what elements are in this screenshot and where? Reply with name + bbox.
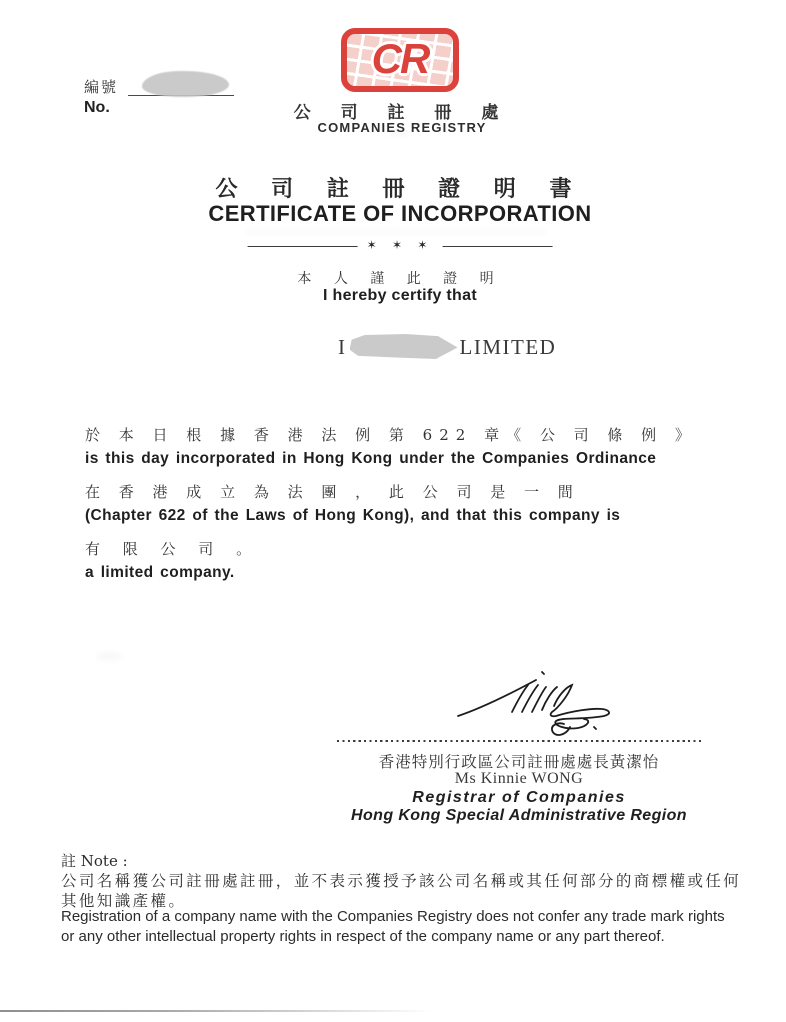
scan-artifact-bottom-line <box>0 1010 540 1012</box>
scan-smudge <box>246 231 546 234</box>
cr-logo-text: CR <box>371 35 429 82</box>
signature-dotted-line <box>337 740 703 742</box>
registry-name-en: COMPANIES REGISTRY <box>317 120 487 135</box>
divider-rule-right <box>442 246 552 247</box>
registrar-signature <box>452 664 632 738</box>
body-line3-zh: 有 限 公 司 。 <box>85 540 261 558</box>
signatory-name-en: Ms Kinnie WONG <box>454 770 584 787</box>
note-en-line2: or any other intellectual property rights in respect of the company name or any part thereof. <box>61 928 665 945</box>
scan-smudge <box>388 131 410 137</box>
note-label: 註 Note : <box>61 852 128 870</box>
certificate-title-en: CERTIFICATE OF INCORPORATION <box>208 201 592 226</box>
company-name-line <box>338 334 556 360</box>
signatory-name-zh: 香港特別行政區公司註冊處處長黃潔怡 <box>378 753 660 771</box>
body-line3-en: a limited company. <box>85 564 235 581</box>
title-divider <box>248 239 553 253</box>
ref-number-label-en: No. <box>84 99 110 116</box>
ref-number-redaction <box>142 71 229 97</box>
divider-stars: ✶ ✶ ✶ <box>366 238 434 252</box>
registry-name-zh: 公 司 註 冊 處 <box>293 103 511 123</box>
signatory-title-line1: Registrar of Companies <box>412 789 626 806</box>
body-line1-en: is this day incorporated in Hong Kong under the Companies Ordinance <box>85 450 657 467</box>
scan-smudge <box>96 652 122 661</box>
certify-statement-en: I hereby certify that <box>323 287 477 304</box>
note-zh-line2: 其他知識產權。 <box>61 892 187 910</box>
signatory-title-line2: Hong Kong Special Administrative Region <box>351 807 687 824</box>
company-name-redaction <box>350 334 458 360</box>
note-zh-line1: 公司名稱獲公司註冊處註冊，並不表示獲授予該公司名稱或其任何部分的商標權或任何 <box>61 872 742 890</box>
body-line2-en: (Chapter 622 of the Laws of Hong Kong), and that this company is <box>85 507 621 524</box>
body-line1-zh: 於 本 日 根 據 香 港 法 例 第 622 章《 公 司 條 例 》 <box>85 426 697 444</box>
ref-number-label-zh: 編號 <box>84 78 119 96</box>
divider-rule-left <box>248 246 358 247</box>
incorporation-statement <box>85 424 707 595</box>
companies-registry-logo-icon <box>341 28 459 92</box>
company-name-suffix: LIMITED <box>459 334 557 359</box>
company-name-prefix: I <box>338 334 347 359</box>
body-line2-zh: 在 香 港 成 立 為 法 團 ， 此 公 司 是 一 間 <box>85 483 580 501</box>
certify-statement-zh: 本 人 謹 此 證 明 <box>297 271 503 287</box>
note-en-line1: Registration of a company name with the Companies Registry does not confer any trade mark rights <box>61 908 725 925</box>
certificate-title-zh: 公 司 註 冊 證 明 書 <box>215 176 585 202</box>
